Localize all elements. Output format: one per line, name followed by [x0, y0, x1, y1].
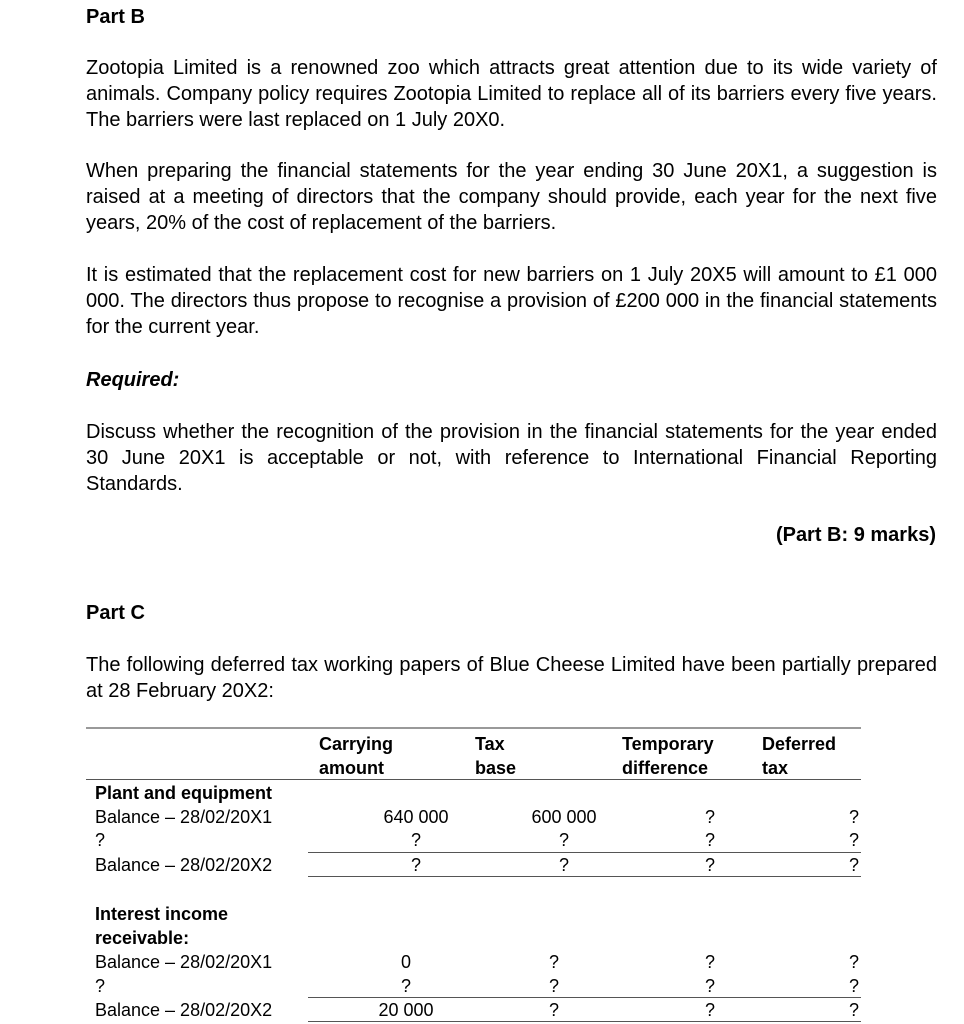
- plant-row-2-temporary: ?: [704, 830, 715, 850]
- plant-row-3-carrying: ?: [410, 855, 421, 875]
- interest-row-3-carrying: 20 000: [378, 1000, 434, 1020]
- part-c-heading: Part C: [86, 602, 145, 624]
- interest-row-3-temporary: ?: [704, 1000, 715, 1020]
- part-b-paragraph-3: It is estimated that the replacement cost for new barriers on 1 July 20X5 will amount to £1 000 000. The directors thus propose to recognise a provision of £200 000 in the financial statements for the current year.: [86, 264, 937, 338]
- interest-section-title-line2: receivable:: [95, 928, 190, 948]
- plant-row-3-tax-base: ?: [558, 855, 569, 875]
- plant-row-3-label: Balance – 28/02/20X2: [95, 855, 273, 875]
- part-b-heading: Part B: [86, 6, 145, 28]
- interest-row-1-deferred: ?: [848, 952, 859, 972]
- header-tax-line2: base: [475, 758, 517, 778]
- part-b-paragraph-1: Zootopia Limited is a renowned zoo which attracts great attention due to its wide variety of animals. Company policy requires Zootopia Limited to replace all of its barriers every five years. The barriers were last replaced on 1 July 20X0.: [86, 57, 937, 131]
- plant-row-2-label: ?: [95, 830, 106, 850]
- interest-row-2-temporary: ?: [704, 976, 715, 996]
- interest-row-2-deferred: ?: [848, 976, 859, 996]
- part-c-intro: The following deferred tax working papers of Blue Cheese Limited have been partially prepared at 28 February 20X2:: [86, 654, 937, 702]
- interest-row-1-label: Balance – 28/02/20X1: [95, 952, 273, 972]
- part-b-marks: (Part B: 9 marks): [775, 524, 936, 546]
- plant-row-1-tax-base: 600 000: [531, 807, 597, 827]
- plant-row-3-deferred: ?: [848, 855, 859, 875]
- header-carrying-line2: amount: [319, 758, 384, 778]
- plant-total-rule: [308, 876, 861, 877]
- plant-row-2-deferred: ?: [848, 830, 859, 850]
- plant-row-2-tax-base: ?: [558, 830, 569, 850]
- plant-row-3-temporary: ?: [704, 855, 715, 875]
- plant-row-1-deferred: ?: [848, 807, 859, 827]
- header-temporary-line1: Temporary: [622, 734, 714, 754]
- header-bottom-rule: [86, 779, 861, 780]
- interest-row-1-tax-base: ?: [548, 952, 559, 972]
- plant-section-title: Plant and equipment: [95, 783, 273, 803]
- interest-row-2-tax-base: ?: [548, 976, 559, 996]
- interest-total-rule: [308, 1021, 861, 1022]
- plant-subtotal-rule: [308, 852, 861, 853]
- interest-row-3-tax-base: ?: [548, 1000, 559, 1020]
- plant-row-1-carrying: 640 000: [383, 807, 449, 827]
- header-deferred-line1: Deferred: [762, 734, 837, 754]
- header-temporary-line2: difference: [622, 758, 709, 778]
- plant-row-1-temporary: ?: [704, 807, 715, 827]
- interest-row-2-carrying: ?: [400, 976, 411, 996]
- interest-section-title-line1: Interest income: [95, 904, 229, 924]
- interest-row-2-label: ?: [95, 976, 106, 996]
- header-deferred-line2: tax: [762, 758, 789, 778]
- plant-row-2-carrying: ?: [410, 830, 421, 850]
- header-tax-line1: Tax: [475, 734, 505, 754]
- required-label: Required:: [86, 369, 180, 391]
- part-b-question: Discuss whether the recognition of the provision in the financial statements for the year ended 30 June 20X1 is acceptable or not, with reference to International Financial Reporting Standards.: [86, 421, 937, 495]
- plant-row-1-label: Balance – 28/02/20X1: [95, 807, 273, 827]
- interest-row-3-deferred: ?: [848, 1000, 859, 1020]
- interest-row-1-carrying: 0: [400, 952, 411, 972]
- header-carrying-line1: Carrying: [319, 734, 394, 754]
- part-b-paragraph-2: When preparing the financial statements for the year ending 30 June 20X1, a suggestion is raised at a meeting of directors that the company should provide, each year for the next five years, 20% of the cost of replacement of the barriers.: [86, 160, 937, 234]
- interest-subtotal-rule: [308, 997, 861, 998]
- table-top-rule: [86, 727, 861, 729]
- interest-row-1-temporary: ?: [704, 952, 715, 972]
- interest-row-3-label: Balance – 28/02/20X2: [95, 1000, 273, 1020]
